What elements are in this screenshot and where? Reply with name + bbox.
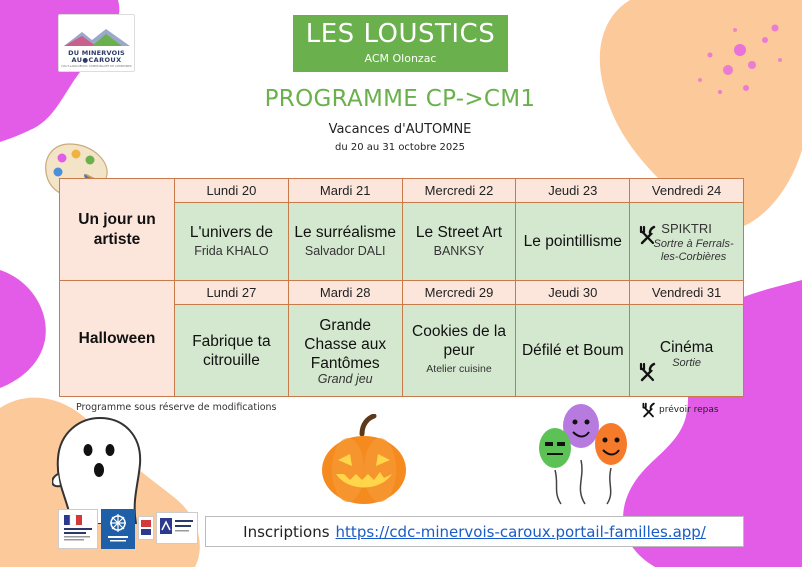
- season-label: Vacances d'AUTOMNE: [328, 122, 472, 137]
- activity-cell: [175, 203, 289, 281]
- inscription-label: Inscriptions: [243, 522, 330, 541]
- week1-theme: Un jour un artiste: [60, 179, 175, 281]
- week1-day: Lundi 20: [175, 179, 289, 203]
- caf-logo: [101, 509, 135, 549]
- week2-day: Mardi 28: [288, 281, 402, 305]
- week1-days-row: [60, 179, 744, 203]
- activity-cell: [516, 305, 630, 397]
- disclaimer-note: Programme sous réserve de modifications: [76, 402, 277, 413]
- partner-logo-4: [156, 512, 198, 544]
- activity-note: Grand jeu: [317, 371, 373, 386]
- week2-day: Mercredi 29: [402, 281, 516, 305]
- week2-day: Lundi 27: [175, 281, 289, 305]
- activity-title: L'univers de: [189, 223, 273, 241]
- activity-title: Grande Chasse aux Fantômes: [304, 316, 387, 372]
- logo-line3: HAUT-LANGUEDOC COMMUNAUTÉ DE COMMUNES: [61, 64, 132, 68]
- activity-title: Le pointillisme: [523, 233, 622, 250]
- ghost-icon: [52, 414, 148, 524]
- partner-mark-icon: [139, 517, 153, 539]
- inscription-bar: [205, 516, 744, 547]
- pink-spatter: [680, 10, 800, 120]
- activity-title: Le Street Art: [415, 223, 503, 241]
- title-banner: [293, 15, 508, 72]
- activity-cell: [402, 203, 516, 281]
- activity-title: Défilé et Boum: [521, 342, 624, 359]
- week1-day: Vendredi 24: [630, 179, 744, 203]
- activity-title: Fabrique ta citrouille: [192, 332, 271, 369]
- schedule-table: [59, 178, 744, 397]
- week1-day: Mercredi 22: [402, 179, 516, 203]
- dates-label: du 20 au 31 octobre 2025: [335, 142, 465, 153]
- caf-snowflake-icon: [103, 511, 133, 547]
- activity-title: Cookies de la peur: [412, 323, 506, 359]
- partner-logo-3: [138, 516, 154, 540]
- activity-note: Sortre à Ferrals-les-Corbières: [653, 238, 734, 263]
- community-logo: [58, 14, 135, 72]
- pink-blob-left-mid: [0, 270, 60, 390]
- activity-cell: [516, 203, 630, 281]
- activity-sub: Frida KHALO: [194, 243, 269, 258]
- academie-logo: [58, 509, 98, 549]
- activity-cell: [288, 305, 402, 397]
- cutlery-icon: [638, 362, 658, 382]
- activity-small: Atelier cuisine: [426, 363, 492, 375]
- activity-cell: [288, 203, 402, 281]
- activity-cell: [630, 305, 744, 397]
- logo-line2: AU●CAROUX: [71, 56, 122, 64]
- activity-note: Sortie: [672, 356, 701, 369]
- week2-day: Jeudi 30: [516, 281, 630, 305]
- activity-sub: Salvador DALI: [304, 243, 386, 258]
- cutlery-icon: [638, 225, 658, 245]
- inscription-link[interactable]: https://cdc-minervois-caroux.portail-familles.app/: [335, 522, 706, 541]
- week2-day: Vendredi 31: [630, 281, 744, 305]
- activity-cell: [630, 203, 744, 281]
- programme-title: PROGRAMME CP->CM1: [264, 86, 536, 112]
- banner-subtitle: ACM Olonzac: [364, 52, 437, 65]
- activity-cell: [402, 305, 516, 397]
- activity-title: Le surréalisme: [294, 223, 397, 241]
- week2-theme: Halloween: [60, 281, 175, 397]
- week2-days-row: [60, 281, 744, 305]
- cutlery-icon: [641, 402, 657, 418]
- partner-mark-icon: [158, 514, 196, 542]
- mountain-icon: [62, 26, 132, 48]
- activity-title: Cinéma: [659, 338, 714, 356]
- activity-cell: [175, 305, 289, 397]
- meal-legend: [641, 402, 719, 418]
- academie-flag-icon: [60, 511, 96, 547]
- week1-day: Jeudi 23: [516, 179, 630, 203]
- pumpkin-icon: [318, 414, 410, 506]
- activity-sub: BANKSY: [433, 243, 485, 258]
- banner-title: LES LOUSTICS: [305, 19, 496, 49]
- logo-line1: DU MINERVOIS: [68, 49, 125, 57]
- activity-title: SPIKTRI: [661, 221, 712, 236]
- week1-day: Mardi 21: [288, 179, 402, 203]
- meal-legend-text: prévoir repas: [659, 405, 719, 415]
- balloons-icon: [535, 400, 635, 506]
